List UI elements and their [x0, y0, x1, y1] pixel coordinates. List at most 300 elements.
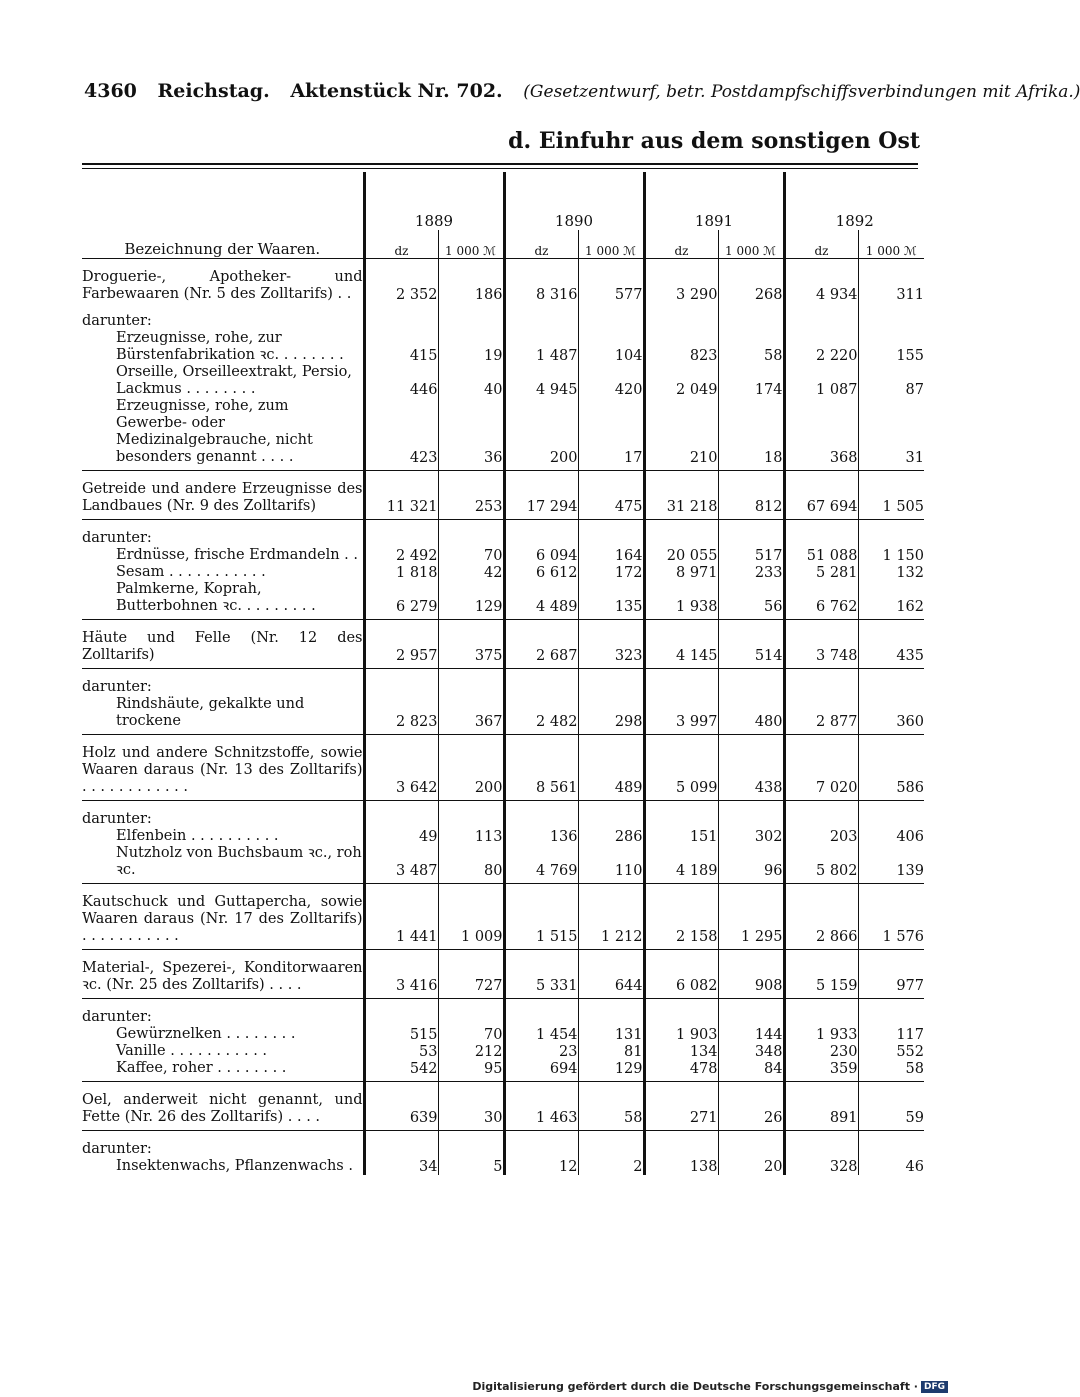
cell-mark: 406 [858, 828, 924, 845]
cell-mark: 58 [578, 1092, 644, 1131]
cell-mark: 2 [578, 1158, 644, 1175]
table-row [82, 581, 924, 620]
row-label: Elfenbein . . . . . . . . . . [116, 828, 279, 844]
cell-dz: 4 189 [644, 845, 718, 884]
spacer-cell [438, 620, 504, 631]
cell-dz: 639 [364, 1092, 438, 1131]
cell-dz [364, 303, 438, 330]
cell-mark: 311 [858, 269, 924, 303]
header-rule [82, 163, 918, 169]
spacer-cell [578, 259, 644, 270]
spacer-cell [784, 1082, 858, 1093]
row-label: Erdnüsse, frische Erdmandeln . . [116, 547, 358, 563]
cell-dz: 359 [784, 1060, 858, 1082]
cell-dz: 415 [364, 330, 438, 364]
cell-mark: 233 [718, 564, 784, 581]
header-reichstag: Reichstag. [157, 80, 270, 102]
cell-mark [718, 520, 784, 548]
table-body [82, 259, 924, 1176]
unit-mark: 1 000 ℳ [718, 230, 784, 259]
cell-mark: 26 [718, 1092, 784, 1131]
row-label: Palmkerne, Koprah, Butterbohnen ꝛc. . . . . . . . . [82, 581, 364, 620]
cell-dz: 20 055 [644, 547, 718, 564]
table-row [82, 1158, 924, 1175]
cell-mark: 56 [718, 581, 784, 620]
cell-mark: 480 [718, 696, 784, 735]
row-label: Gewürznelken . . . . . . . . [116, 1026, 296, 1042]
cell-mark: 1 295 [718, 894, 784, 950]
spacer-cell [438, 884, 504, 895]
cell-dz [504, 520, 578, 548]
cell-dz: 151 [644, 828, 718, 845]
cell-dz: 4 489 [504, 581, 578, 620]
cell-dz: 1 087 [784, 364, 858, 398]
spacer-cell [784, 471, 858, 482]
year-header: 1892 [784, 172, 924, 230]
cell-dz [504, 669, 578, 697]
cell-mark [578, 1131, 644, 1159]
cell-dz: 515 [364, 1026, 438, 1043]
cell-dz [784, 999, 858, 1027]
cell-mark [438, 1131, 504, 1159]
table-row [82, 364, 924, 398]
cell-dz: 8 561 [504, 745, 578, 801]
spacer-cell [644, 259, 718, 270]
cell-dz: 4 145 [644, 630, 718, 669]
cell-mark: 36 [438, 398, 504, 471]
cell-dz: 1 938 [644, 581, 718, 620]
cell-mark [858, 801, 924, 829]
unit-mark: 1 000 ℳ [438, 230, 504, 259]
cell-mark: 367 [438, 696, 504, 735]
cell-dz: 3 748 [784, 630, 858, 669]
cell-dz: 694 [504, 1060, 578, 1082]
cell-dz [784, 303, 858, 330]
row-label: Rindshäute, gekalkte und trockene [82, 696, 364, 735]
cell-mark [438, 520, 504, 548]
cell-dz [364, 520, 438, 548]
cell-mark: 59 [858, 1092, 924, 1131]
row-label: Kautschuck und Guttapercha, sowie Waaren daraus (Nr. 17 des Zolltarifs) . . . . . . . . . . . [82, 894, 364, 950]
spacer-cell [858, 884, 924, 895]
cell-mark: 129 [438, 581, 504, 620]
spacer-cell [718, 259, 784, 270]
cell-dz: 4 769 [504, 845, 578, 884]
cell-dz [644, 303, 718, 330]
cell-mark: 17 [578, 398, 644, 471]
cell-dz: 138 [644, 1158, 718, 1175]
cell-dz: 203 [784, 828, 858, 845]
table-row-darunter [82, 1131, 924, 1159]
cell-dz: 1 487 [504, 330, 578, 364]
cell-mark: 19 [438, 330, 504, 364]
cell-dz: 3 487 [364, 845, 438, 884]
cell-mark: 489 [578, 745, 644, 801]
cell-dz [644, 1131, 718, 1159]
table-row [82, 398, 924, 471]
cell-dz: 423 [364, 398, 438, 471]
cell-mark: 1 009 [438, 894, 504, 950]
cell-mark: 268 [718, 269, 784, 303]
cell-mark: 475 [578, 481, 644, 520]
cell-dz: 67 694 [784, 481, 858, 520]
table-row-group [82, 481, 924, 520]
cell-dz: 2 687 [504, 630, 578, 669]
spacer-cell [364, 620, 438, 631]
cell-mark: 84 [718, 1060, 784, 1082]
cell-dz [504, 1131, 578, 1159]
cell-dz: 2 220 [784, 330, 858, 364]
cell-mark [858, 669, 924, 697]
row-label: Kaffee, roher . . . . . . . . [82, 1060, 364, 1082]
cell-dz: 1 463 [504, 1092, 578, 1131]
spacer-cell [578, 950, 644, 961]
cell-dz: 31 218 [644, 481, 718, 520]
cell-mark [718, 1131, 784, 1159]
spacer-cell [504, 620, 578, 631]
cell-mark: 5 [438, 1158, 504, 1175]
spacer-cell [82, 735, 364, 746]
cell-dz: 2 352 [364, 269, 438, 303]
cell-dz [644, 669, 718, 697]
cell-dz: 3 642 [364, 745, 438, 801]
cell-dz: 2 866 [784, 894, 858, 950]
spacer-cell [784, 259, 858, 270]
spacer-cell [364, 1082, 438, 1093]
table-row-darunter [82, 801, 924, 829]
cell-dz: 4 945 [504, 364, 578, 398]
cell-mark [578, 520, 644, 548]
spacer-cell [504, 259, 578, 270]
spacer-cell [858, 735, 924, 746]
cell-mark: 977 [858, 960, 924, 999]
page-header [84, 80, 1080, 102]
spacer-cell [578, 471, 644, 482]
cell-mark: 129 [578, 1060, 644, 1082]
cell-dz: 368 [784, 398, 858, 471]
cell-mark: 812 [718, 481, 784, 520]
table-row-darunter [82, 520, 924, 548]
cell-dz: 6 612 [504, 564, 578, 581]
cell-mark: 1 505 [858, 481, 924, 520]
spacer-cell [438, 259, 504, 270]
spacer-cell [82, 950, 364, 961]
cell-mark: 360 [858, 696, 924, 735]
cell-dz: 271 [644, 1092, 718, 1131]
cell-dz [784, 520, 858, 548]
cell-mark: 144 [718, 1026, 784, 1043]
cell-dz: 2 877 [784, 696, 858, 735]
label-column-header: Bezeichnung der Waaren. [82, 172, 364, 259]
cell-mark [578, 669, 644, 697]
cell-mark [438, 669, 504, 697]
row-label: darunter: [82, 530, 152, 546]
cell-mark [718, 999, 784, 1027]
cell-mark: 104 [578, 330, 644, 364]
row-label: Nutzholz von Buchsbaum ꝛc., roh ꝛc. [82, 845, 364, 884]
cell-mark: 727 [438, 960, 504, 999]
cell-mark: 1 212 [578, 894, 644, 950]
cell-mark [858, 1131, 924, 1159]
spacer-cell [438, 471, 504, 482]
spacer-cell [578, 884, 644, 895]
table-row-group [82, 269, 924, 303]
spacer-cell [578, 620, 644, 631]
spacer-cell [858, 259, 924, 270]
cell-mark: 113 [438, 828, 504, 845]
row-label: Getreide und andere Erzeugnisse des Landbaues (Nr. 9 des Zolltarifs) [82, 481, 364, 520]
cell-dz [784, 669, 858, 697]
row-label: Erzeugnisse, rohe, zur Bürstenfabrikation ꝛc. . . . . . . . [116, 330, 344, 363]
spacer-cell [858, 620, 924, 631]
cell-dz: 542 [364, 1060, 438, 1082]
footer-credit [472, 1380, 948, 1393]
cell-dz: 51 088 [784, 547, 858, 564]
cell-mark: 132 [858, 564, 924, 581]
cell-mark: 110 [578, 845, 644, 884]
spacer-cell [82, 1082, 364, 1093]
year-header: 1890 [504, 172, 644, 230]
cell-mark: 253 [438, 481, 504, 520]
cell-mark: 172 [578, 564, 644, 581]
cell-dz: 6 082 [644, 960, 718, 999]
cell-dz: 34 [364, 1158, 438, 1175]
row-label: Sesam . . . . . . . . . . . [116, 564, 266, 580]
cell-dz: 134 [644, 1043, 718, 1060]
spacer-cell [578, 1082, 644, 1093]
cell-mark [718, 801, 784, 829]
cell-mark: 81 [578, 1043, 644, 1060]
unit-dz: dz [644, 230, 718, 259]
spacer-cell [504, 950, 578, 961]
spacer-cell [82, 884, 364, 895]
cell-dz: 823 [644, 330, 718, 364]
spacer-cell [784, 620, 858, 631]
table-row-darunter [82, 999, 924, 1027]
cell-dz: 2 482 [504, 696, 578, 735]
cell-mark: 18 [718, 398, 784, 471]
spacer-cell [644, 1082, 718, 1093]
unit-dz: dz [784, 230, 858, 259]
cell-mark [438, 999, 504, 1027]
cell-mark: 517 [718, 547, 784, 564]
year-header: 1891 [644, 172, 784, 230]
cell-dz: 200 [504, 398, 578, 471]
cell-mark: 552 [858, 1043, 924, 1060]
cell-dz: 23 [504, 1043, 578, 1060]
cell-mark: 96 [718, 845, 784, 884]
unit-dz: dz [504, 230, 578, 259]
cell-dz: 2 049 [644, 364, 718, 398]
page-number: 4360 [84, 80, 137, 102]
cell-dz: 136 [504, 828, 578, 845]
spacer-cell [858, 471, 924, 482]
row-label: Vanille . . . . . . . . . . . [116, 1043, 268, 1059]
table-row [82, 696, 924, 735]
spacer-cell [718, 950, 784, 961]
cell-mark: 131 [578, 1026, 644, 1043]
cell-mark: 20 [718, 1158, 784, 1175]
cell-dz: 5 331 [504, 960, 578, 999]
cell-dz: 446 [364, 364, 438, 398]
cell-mark [858, 999, 924, 1027]
cell-mark: 155 [858, 330, 924, 364]
table-row-group [82, 1092, 924, 1131]
table-row-group [82, 894, 924, 950]
cell-dz [784, 1131, 858, 1159]
table-row-darunter [82, 303, 924, 330]
table-row [82, 564, 924, 581]
table-row [82, 1060, 924, 1082]
cell-dz: 1 818 [364, 564, 438, 581]
cell-dz: 210 [644, 398, 718, 471]
spacer-cell [858, 1082, 924, 1093]
cell-dz: 230 [784, 1043, 858, 1060]
cell-dz: 1 933 [784, 1026, 858, 1043]
row-spacer [82, 950, 924, 961]
spacer-cell [504, 471, 578, 482]
spacer-cell [364, 735, 438, 746]
table-row [82, 330, 924, 364]
cell-dz: 1 903 [644, 1026, 718, 1043]
cell-mark [578, 999, 644, 1027]
cell-mark: 586 [858, 745, 924, 801]
table-row [82, 547, 924, 564]
cell-mark: 577 [578, 269, 644, 303]
cell-mark [578, 801, 644, 829]
cell-mark: 87 [858, 364, 924, 398]
cell-mark: 58 [718, 330, 784, 364]
cell-mark: 644 [578, 960, 644, 999]
cell-dz: 6 279 [364, 581, 438, 620]
row-label: darunter: [82, 679, 152, 695]
row-label: Holz und andere Schnitzstoffe, sowie Waaren daraus (Nr. 13 des Zolltarifs) . . . . . . . . . . . . [82, 745, 364, 801]
row-label: darunter: [82, 1141, 152, 1157]
cell-mark [858, 303, 924, 330]
cell-dz: 5 159 [784, 960, 858, 999]
row-spacer [82, 471, 924, 482]
cell-mark: 30 [438, 1092, 504, 1131]
spacer-cell [504, 735, 578, 746]
cell-dz: 2 158 [644, 894, 718, 950]
footer-text: Digitalisierung gefördert durch die Deutsche Forschungsgemeinschaft · [472, 1380, 918, 1393]
header-aktenstueck: Aktenstück Nr. 702. [290, 80, 503, 102]
cell-mark: 58 [858, 1060, 924, 1082]
cell-dz: 2 957 [364, 630, 438, 669]
unit-mark: 1 000 ℳ [858, 230, 924, 259]
cell-mark [718, 303, 784, 330]
cell-mark: 375 [438, 630, 504, 669]
cell-dz [504, 801, 578, 829]
spacer-cell [82, 620, 364, 631]
spacer-cell [438, 735, 504, 746]
dfg-logo: DFG [921, 1381, 948, 1393]
row-label: Häute und Felle (Nr. 12 des Zolltarifs) [82, 630, 364, 669]
cell-dz [504, 303, 578, 330]
cell-mark: 174 [718, 364, 784, 398]
cell-dz: 5 802 [784, 845, 858, 884]
spacer-cell [644, 735, 718, 746]
row-label: darunter: [82, 1009, 152, 1025]
cell-dz: 8 971 [644, 564, 718, 581]
cell-dz: 3 997 [644, 696, 718, 735]
cell-dz [784, 801, 858, 829]
cell-mark: 212 [438, 1043, 504, 1060]
cell-mark: 1 150 [858, 547, 924, 564]
spacer-cell [438, 1082, 504, 1093]
cell-mark: 135 [578, 581, 644, 620]
cell-mark: 139 [858, 845, 924, 884]
table-row-group [82, 745, 924, 801]
cell-mark: 298 [578, 696, 644, 735]
row-label: Insektenwachs, Pflanzenwachs . [116, 1158, 353, 1174]
unit-dz: dz [364, 230, 438, 259]
table-row-darunter [82, 669, 924, 697]
row-label: darunter: [82, 313, 152, 329]
cell-mark: 420 [578, 364, 644, 398]
row-spacer [82, 620, 924, 631]
row-spacer [82, 1082, 924, 1093]
spacer-cell [504, 884, 578, 895]
cell-dz: 328 [784, 1158, 858, 1175]
cell-dz: 7 020 [784, 745, 858, 801]
cell-dz: 1 515 [504, 894, 578, 950]
header-gesetzentwurf: (Gesetzentwurf, betr. Postdampfschiffsverbindungen mit Afrika.) [523, 82, 1080, 102]
row-label: Orseille, Orseilleextrakt, Persio, Lackmus . . . . . . . . [116, 364, 352, 397]
spacer-cell [718, 735, 784, 746]
table-row-group [82, 630, 924, 669]
spacer-cell [718, 884, 784, 895]
cell-mark: 348 [718, 1043, 784, 1060]
table-row-group [82, 960, 924, 999]
cell-dz: 53 [364, 1043, 438, 1060]
cell-dz: 3 416 [364, 960, 438, 999]
row-label: Droguerie-, Apotheker- und Farbewaaren (Nr. 5 des Zolltarifs) . . [82, 269, 363, 302]
cell-dz: 8 316 [504, 269, 578, 303]
spacer-cell [438, 950, 504, 961]
spacer-cell [784, 735, 858, 746]
table-row [82, 1043, 924, 1060]
unit-mark: 1 000 ℳ [578, 230, 644, 259]
cell-dz [364, 999, 438, 1027]
cell-mark: 117 [858, 1026, 924, 1043]
cell-mark: 908 [718, 960, 784, 999]
spacer-cell [644, 884, 718, 895]
cell-mark: 186 [438, 269, 504, 303]
cell-mark [578, 303, 644, 330]
cell-mark: 40 [438, 364, 504, 398]
cell-dz: 1 441 [364, 894, 438, 950]
cell-dz: 2 492 [364, 547, 438, 564]
cell-mark: 46 [858, 1158, 924, 1175]
table-row [82, 1026, 924, 1043]
cell-dz [644, 801, 718, 829]
spacer-cell [644, 471, 718, 482]
spacer-cell [644, 620, 718, 631]
cell-dz: 891 [784, 1092, 858, 1131]
cell-dz: 1 454 [504, 1026, 578, 1043]
cell-mark: 70 [438, 1026, 504, 1043]
cell-mark: 162 [858, 581, 924, 620]
cell-dz [644, 999, 718, 1027]
row-label: Oel, anderweit nicht genannt, und Fette (Nr. 26 des Zolltarifs) . . . . [82, 1092, 364, 1131]
spacer-cell [784, 950, 858, 961]
spacer-cell [82, 259, 364, 270]
cell-mark [718, 669, 784, 697]
cell-mark: 1 576 [858, 894, 924, 950]
cell-mark: 95 [438, 1060, 504, 1082]
cell-dz [364, 669, 438, 697]
